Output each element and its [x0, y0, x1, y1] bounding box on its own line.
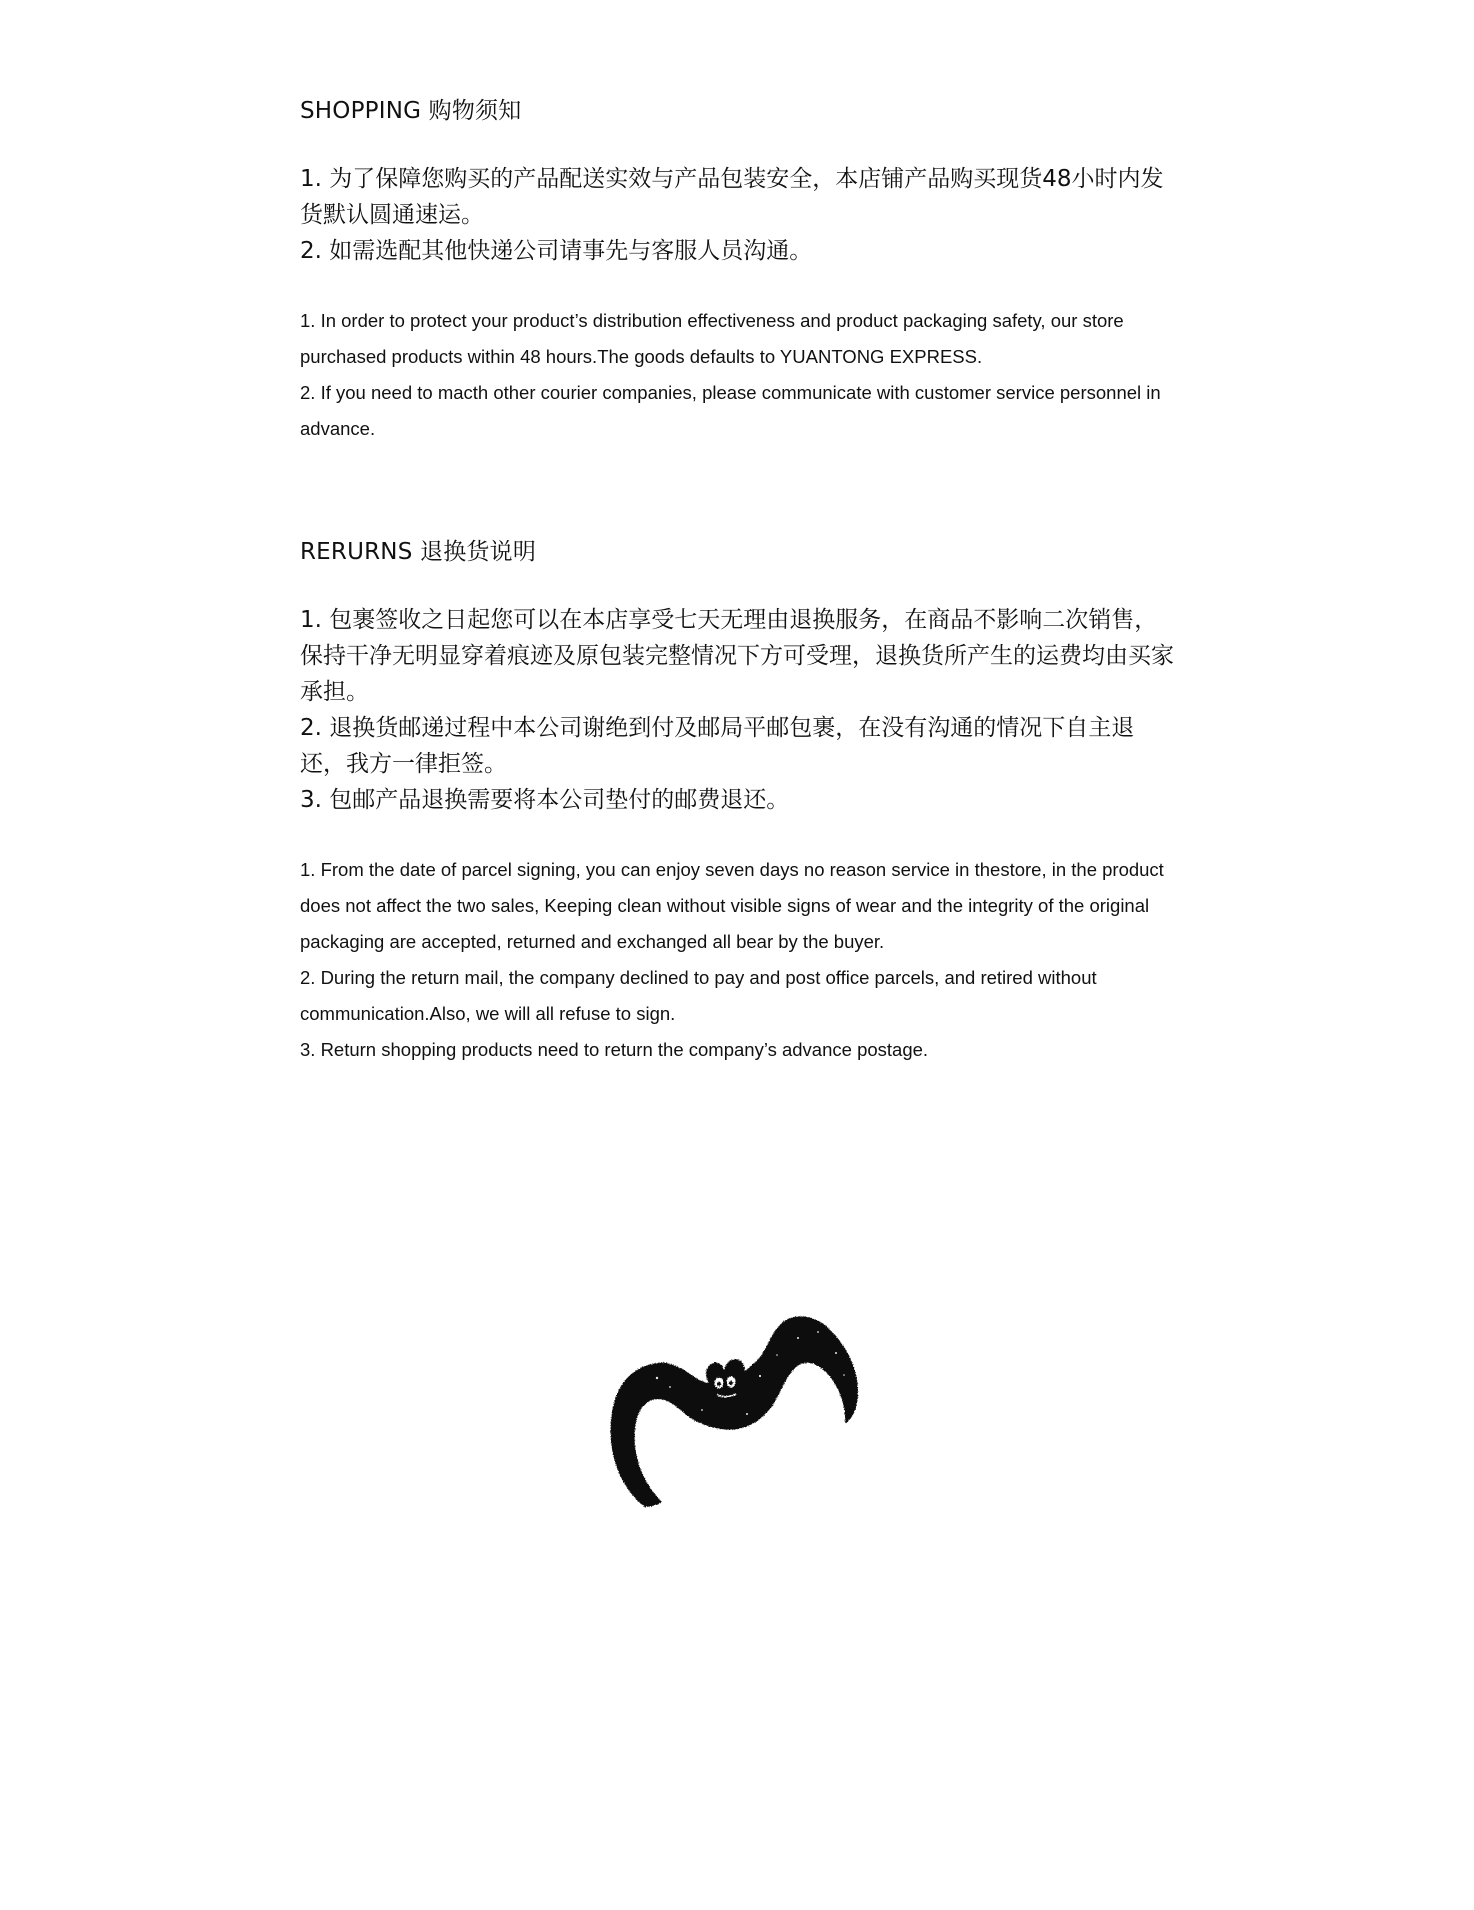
returns-chinese-notes — [300, 602, 1180, 818]
shopping-zh-item: 1. 为了保障您购买的产品配送实效与产品包装安全，本店铺产品购买现货48小时内发货默认圆通速运。 — [300, 166, 1164, 228]
returns-en-item: 2. During the return mail, the company declined to pay and post office parcels, and retired without communication.Also, we will all refuse to sign. — [300, 967, 1097, 1024]
returns-title: RERURNS 退换货说明 — [300, 539, 537, 565]
shopping-title: SHOPPING 购物须知 — [300, 98, 522, 124]
shopping-en-item: 1. In order to protect your product’s distribution effectiveness and product packaging safety, our store purchased products within 48 hours.The goods defaults to YUANTONG EXPRESS. — [300, 310, 1124, 367]
shopping-en-item: 2. If you need to macth other courier companies, please communicate with customer service personnel in advance. — [300, 382, 1161, 439]
shopping-zh-item: 2. 如需选配其他快递公司请事先与客服人员沟通。 — [300, 238, 813, 264]
returns-english-notes — [300, 852, 1180, 1068]
returns-section — [300, 533, 1180, 1068]
returns-en-item: 3. Return shopping products need to return the company’s advance postage. — [300, 1039, 929, 1060]
returns-zh-item: 2. 退换货邮递过程中本公司谢绝到付及邮局平邮包裹，在没有沟通的情况下自主退还，我方一律拒签。 — [300, 715, 1135, 777]
shopping-section — [300, 92, 1180, 447]
returns-zh-item: 3. 包邮产品退换需要将本公司垫付的邮费退还。 — [300, 787, 790, 813]
returns-zh-item: 1. 包裹签收之日起您可以在本店享受七天无理由退换服务，在商品不影响二次销售，保持干净无明显穿着痕迹及原包装完整情况下方可受理，退换货所产生的运费均由买家承担。 — [300, 607, 1174, 705]
shopping-chinese-notes — [300, 161, 1180, 269]
shopping-english-notes — [300, 303, 1180, 447]
returns-en-item: 1. From the date of parcel signing, you can enjoy seven days no reason service in thestore, in the product does not affect the two sales, Keeping clean without visible signs of wear and the integrity of the original packaging are accepted, returned and exchanged all bear by the buyer. — [300, 859, 1164, 952]
bat-icon — [600, 1302, 870, 1522]
document-page — [300, 92, 1180, 1068]
